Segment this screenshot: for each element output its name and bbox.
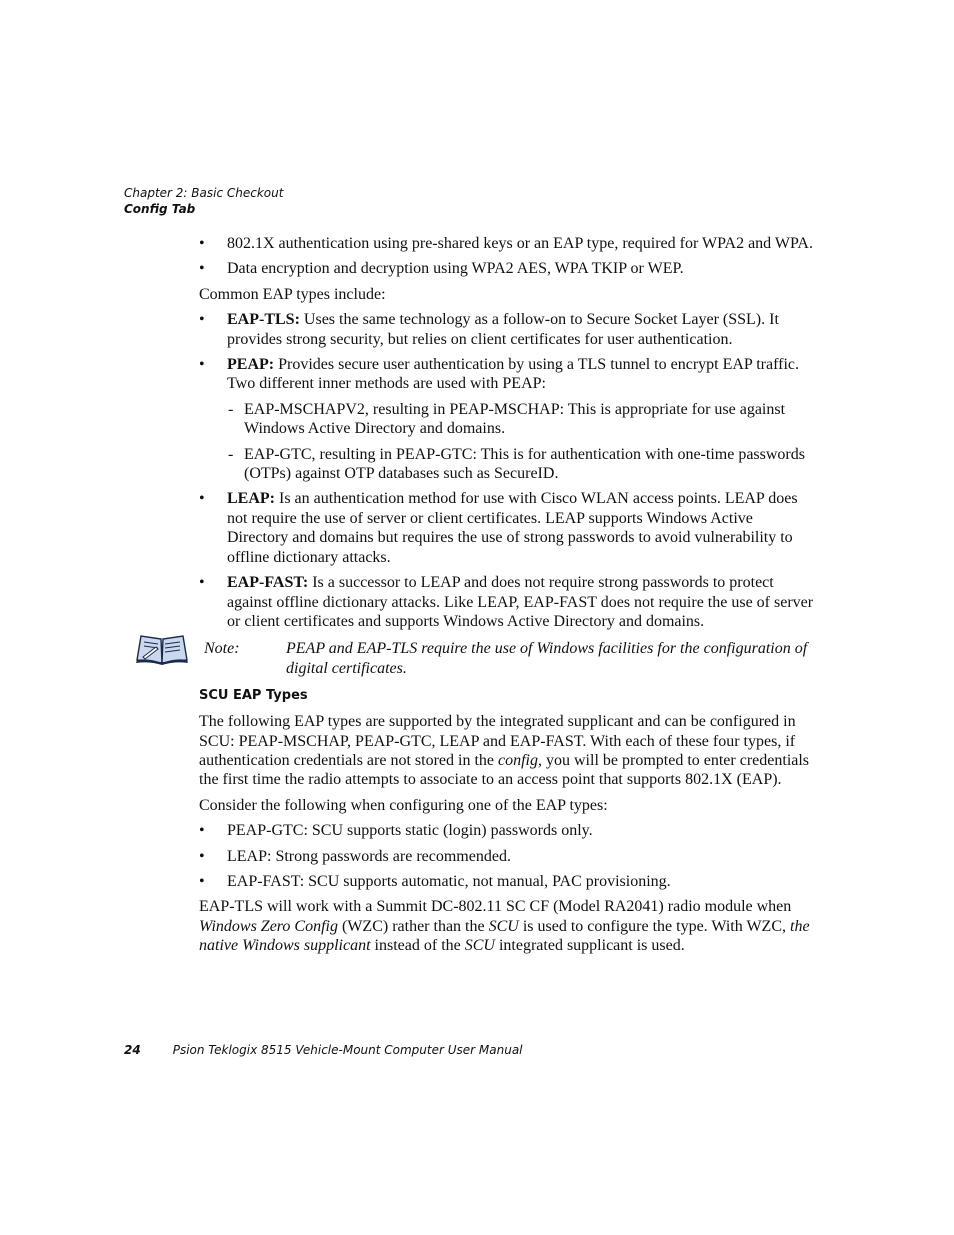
manual-title: Psion Teklogix 8515 Vehicle-Mount Computer User Manual — [172, 1043, 523, 1057]
list-item: • Data encryption and decryption using WPA2 AES, WPA TKIP or WEP. — [199, 260, 684, 278]
section-title: Config Tab — [124, 202, 196, 216]
eap-fast-item: • EAP-FAST: Is a successor to LEAP and does not require strong passwords to protect against offline dictionary attacks. Like LEAP, EAP-FAST does not require the use of server or client certificates and supports Windows Active Directory and domains. — [199, 574, 814, 630]
note-label: Note: — [204, 640, 240, 658]
page-footer — [124, 1043, 523, 1057]
list-item: • PEAP-GTC: SCU supports static (login) passwords only. — [199, 822, 593, 840]
list-item: • EAP-FAST: SCU supports automatic, not manual, PAC provisioning. — [199, 872, 671, 890]
note-text: PEAP and EAP-TLS require the use of Windows facilities for the configuration of digital certificates. — [286, 640, 808, 677]
scu-eap-heading: SCU EAP Types — [199, 688, 308, 704]
leap-item: • LEAP: Is an authentication method for use with Cisco WLAN access points. LEAP does not require the use of server or client certificates. LEAP supports Windows Active Directory and domains but requires the use of strong passwords to avoid vulnerability to offline dictionary attacks. — [199, 490, 798, 566]
common-eap-intro: Common EAP types include: — [199, 285, 386, 303]
page-number: 24 — [124, 1043, 141, 1057]
scu-paragraph: The following EAP types are supported by the integrated supplicant and can be configured in SCU: PEAP-MSCHAP, PEAP-GTC, LEAP and EAP-FAST. With each of these four types, if authentication credentials are not stored in the config, you will be prompted to enter credentials the first time the radio attempts to associate to an access point that supports 802.1X (EAP). — [199, 713, 810, 789]
eap-tls-item: • EAP-TLS: Uses the same technology as a follow-on to Secure Socket Layer (SSL). It provides strong security, but relies on client certificates for user authentication. — [199, 311, 779, 348]
consider-paragraph: Consider the following when configuring one of the EAP types: — [199, 796, 608, 814]
peap-item: • PEAP: Provides secure user authentication by using a TLS tunnel to encrypt EAP traffic. Two different inner methods are used with PEAP: — [199, 356, 800, 393]
list-item: • LEAP: Strong passwords are recommended. — [199, 847, 511, 865]
peap-sub-item: - EAP-MSCHAPV2, resulting in PEAP-MSCHAP: This is appropriate for use against Windows Active Directory and domains. — [228, 400, 786, 438]
note-block — [199, 639, 814, 678]
chapter-title: Chapter 2: Basic Checkout — [124, 186, 284, 200]
list-item: • 802.1X authentication using pre-shared keys or an EAP type, required for WPA2 and WPA. — [199, 235, 813, 252]
page-body — [199, 234, 814, 962]
running-header — [124, 185, 283, 217]
open-book-icon — [134, 633, 190, 665]
eap-tls-paragraph: EAP-TLS will work with a Summit DC-802.11 SC CF (Model RA2041) radio module when Windows Zero Config (WZC) rather than the SCU is used to configure the type. With WZC, the native Windows supplicant instead of the SCU integrated supplicant is used. — [199, 898, 810, 955]
peap-sub-item: - EAP-GTC, resulting in PEAP-GTC: This is for authentication with one-time passwords (OTPs) against OTP databases such as SecureID. — [228, 445, 805, 483]
